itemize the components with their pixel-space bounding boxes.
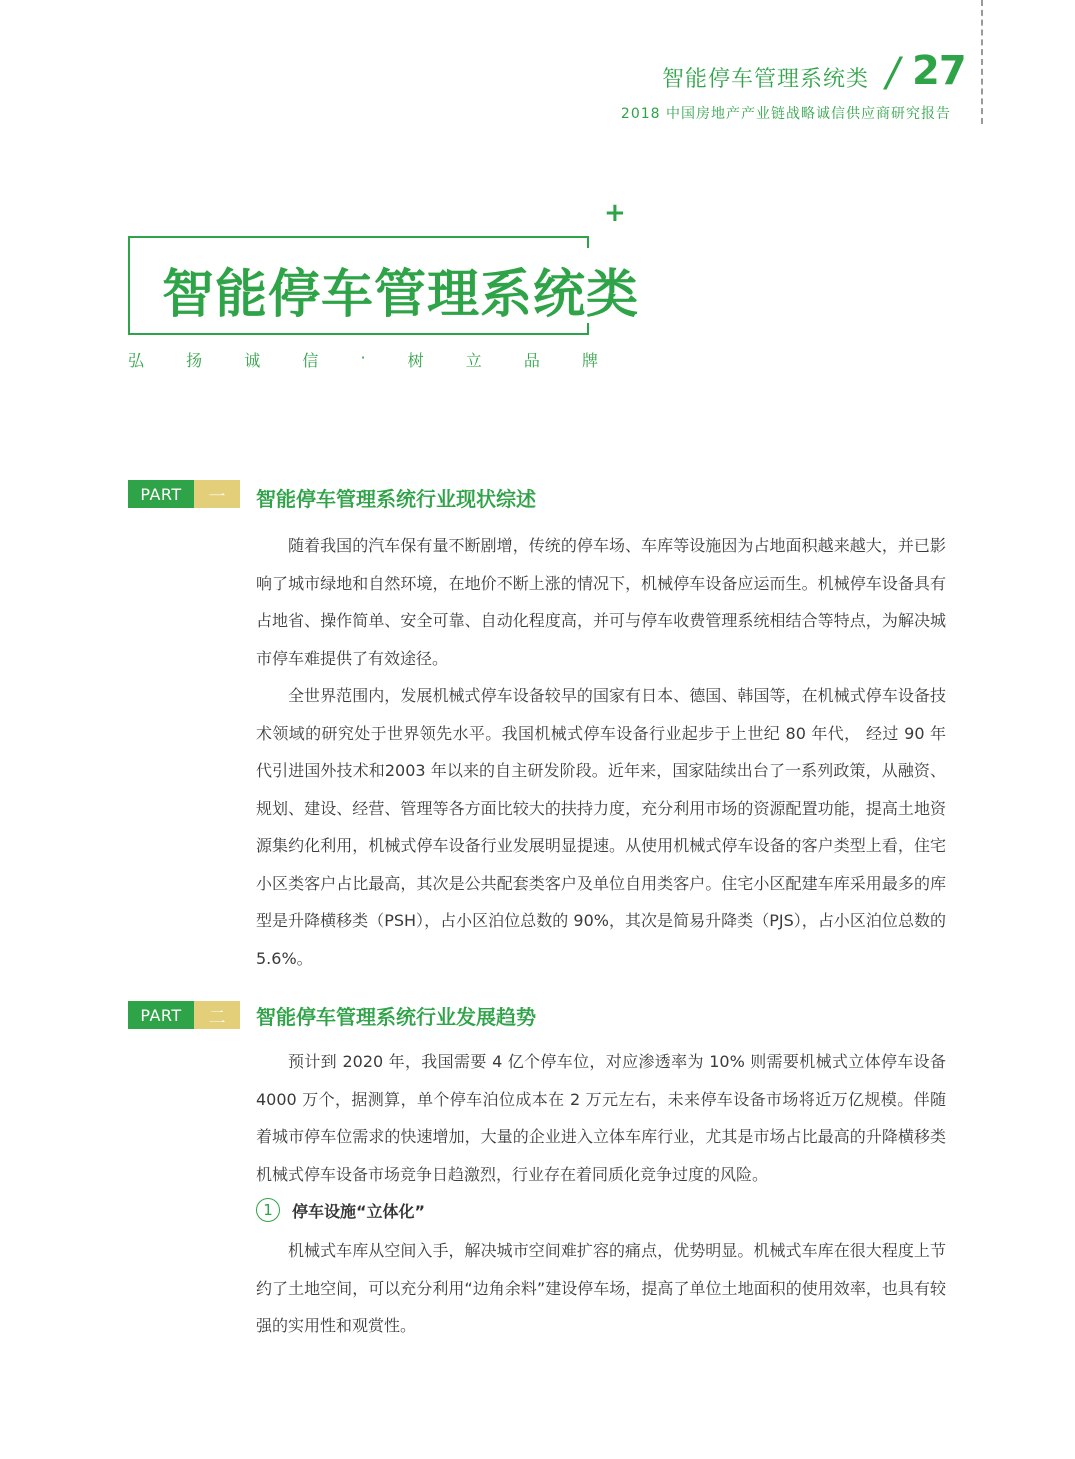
slogan-char: 牌 bbox=[581, 351, 598, 370]
chapter-title: 智能停车管理系统类 bbox=[162, 265, 640, 325]
slogan-char: 信 bbox=[302, 351, 319, 370]
plus-icon: + bbox=[604, 198, 626, 228]
subsection-title: 停车设施“立体化” bbox=[292, 1201, 426, 1221]
paragraph: 随着我国的汽车保有量不断剧增，传统的停车场、车库等设施因为占地面积越来越大，并已影响了城市绿地和自然环境，在地价不断上涨的情况下，机械停车设备应运而生。机械停车设备具有占地省、操作简单、安全可靠、自动化程度高，并可与停车收费管理系统相结合等特点，为解决城市停车难提供了有效途径。 bbox=[256, 536, 946, 668]
header-slash: / bbox=[886, 50, 900, 96]
slogan-char: 品 bbox=[523, 351, 540, 370]
slogan-dot: · bbox=[360, 348, 366, 367]
paragraph: 全世界范围内，发展机械式停车设备较早的国家有日本、德国、韩国等，在机械式停车设备技术领域的研究处于世界领先水平。我国机械式停车设备行业起步于上世纪 80 年代， 经过 90 年代引进国外技术和2003 年以来的自主研发阶段。近年来，国家陆续出台了一系列政策，从融资、规划、建设、经营、管理等各方面比较大的扶持力度，充分利用市场的资源配置功能，提高土地资源集约化利用，机械式停车设备行业发展明显提速。从使用机械式停车设备的客户类型上看，住宅小区类客户占比最高，其次是公共配套类客户及单位自用类客户。住宅小区配建车库采用最多的库型是升降横移类（PSH），占小区泊位总数的 90%，其次是简易升降类（PJS），占小区泊位总数的 5.6%。 bbox=[256, 686, 946, 968]
part-label: PART bbox=[128, 1001, 194, 1029]
chapter-slogan bbox=[128, 348, 598, 371]
part-badge-2 bbox=[128, 1001, 240, 1029]
slogan-char: 树 bbox=[407, 351, 424, 370]
page-number: 27 bbox=[912, 48, 966, 94]
header-dashed-line bbox=[981, 0, 983, 124]
part-label: PART bbox=[128, 480, 194, 508]
slogan-char: 弘 bbox=[128, 351, 145, 370]
part-number: 二 bbox=[194, 1001, 240, 1029]
subsection-heading bbox=[256, 1198, 425, 1222]
frame-tick-top bbox=[587, 236, 589, 248]
slogan-char: 立 bbox=[465, 351, 482, 370]
section-title-1: 智能停车管理系统行业现状综述 bbox=[256, 487, 536, 511]
paragraph: 预计到 2020 年，我国需要 4 亿个停车位，对应渗透率为 10% 则需要机械式立体停车设备 4000 万个，据测算，单个停车泊位成本在 2 万元左右，未来停车设备市场将近万亿规模。伴随着城市停车位需求的快速增加，大量的企业进入立体车库行业，尤其是市场占比最高的升降横移类机械式停车设备市场竞争日趋激烈，行业存在着同质化竞争过度的风险。 bbox=[256, 1052, 946, 1184]
header-title: 智能停车管理系统类 bbox=[661, 67, 869, 92]
header-subtitle: 2018 中国房地产产业链战略诚信供应商研究报告 bbox=[620, 106, 951, 122]
part-badge-1 bbox=[128, 480, 240, 508]
slogan-char: 扬 bbox=[186, 351, 203, 370]
section-title-2: 智能停车管理系统行业发展趋势 bbox=[256, 1005, 536, 1029]
part-number: 一 bbox=[194, 480, 240, 508]
paragraph: 机械式车库从空间入手，解决城市空间难扩容的痛点，优势明显。机械式车库在很大程度上节约了土地空间，可以充分利用“边角余料”建设停车场，提高了单位土地面积的使用效率，也具有较强的实用性和观赏性。 bbox=[256, 1241, 946, 1335]
slogan-char: 诚 bbox=[244, 351, 261, 370]
circled-number: 1 bbox=[256, 1198, 280, 1222]
